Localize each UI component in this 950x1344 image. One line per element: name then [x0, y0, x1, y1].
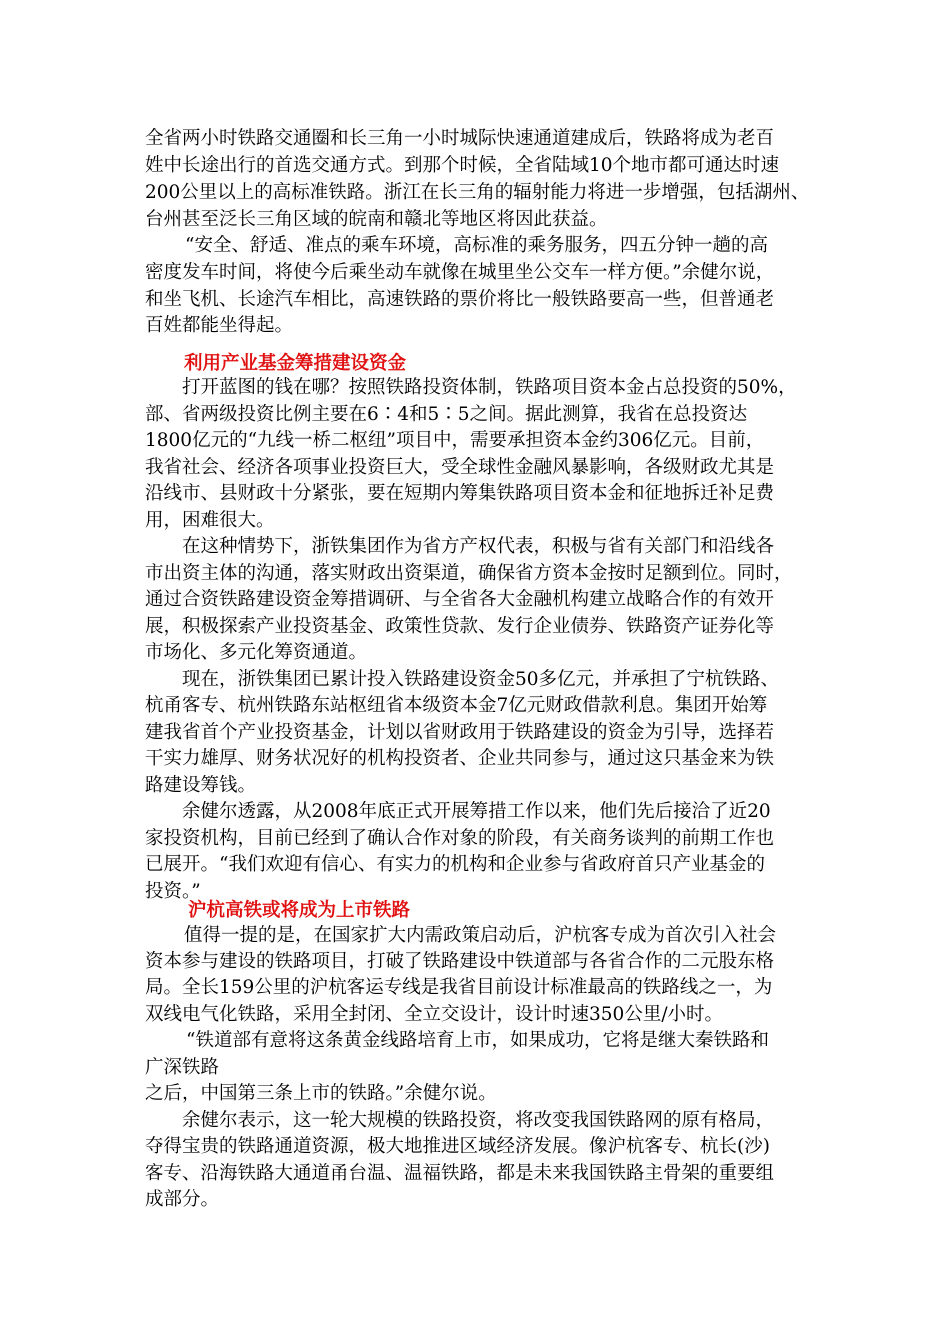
paragraph-line: 客专、沿海铁路大通道甬台温、温福铁路，都是未来我国铁路主骨架的重要组	[145, 1163, 775, 1184]
intro-line: 200公里以上的高标准铁路。浙江在长三角的辐射能力将进一步增强，包括湖州、	[145, 182, 810, 203]
section-heading: 利用产业基金筹措建设资金	[184, 353, 407, 374]
paragraph-line: “铁道部有意将这条黄金线路培育上市，如果成功，它将是继大秦铁路和	[186, 1030, 769, 1051]
paragraph-line: 资本参与建设的铁路项目，打破了铁路建设中铁道部与各省合作的二元股东格	[145, 951, 775, 972]
paragraph-line: 市出资主体的沟通，落实财政出资渠道，确保省方资本金按时足额到位。同时，	[145, 563, 793, 584]
intro-line: 台州甚至泛长三角区域的皖南和赣北等地区将因此获益。	[145, 209, 608, 230]
paragraph-line: 用，困难很大。	[145, 510, 275, 531]
paragraph-line: 杭甬客专、杭州铁路东站枢纽省本级资本金7亿元财政借款利息。集团开始筹	[145, 695, 768, 716]
intro-line: “安全、舒适、准点的乘车环境，高标准的乘务服务，四五分钟一趟的高	[185, 235, 768, 256]
paragraph-line: 展，积极探索产业投资基金、政策性贷款、发行企业债券、铁路资产证券化等	[145, 616, 775, 637]
paragraph-line: 1800亿元的“九线一桥二枢纽”项目中，需要承担资本金约306亿元。目前，	[145, 430, 765, 451]
intro-line: 百姓都能坐得起。	[145, 315, 294, 336]
paragraph-line: 干实力雄厚、财务状况好的机构投资者、企业共同参与，通过这只基金来为铁	[145, 748, 775, 769]
paragraph-line: 现在，浙铁集团已累计投入铁路建设资金50多亿元，并承担了宁杭铁路、	[182, 669, 780, 690]
paragraph-line: 建我省首个产业投资基金，计划以省财政用于铁路建设的资金为引导，选择若	[145, 722, 775, 743]
paragraph-line: 余健尔透露，从2008年底正式开展筹措工作以来，他们先后接洽了近20	[182, 801, 771, 822]
section-heading: 沪杭高铁或将成为上市铁路	[188, 900, 411, 921]
paragraph-line: 部、省两级投资比例主要在6∶4和5∶5之间。据此测算，我省在总投资达	[145, 404, 748, 425]
paragraph-line: 之后，中国第三条上市的铁路。”余健尔说。	[145, 1083, 497, 1104]
paragraph-line: 市场化、多元化筹资通道。	[145, 642, 368, 663]
intro-line: 密度发车时间，将使今后乘坐动车就像在城里坐公交车一样方便。”余健尔说，	[145, 262, 775, 283]
paragraph-line: 打开蓝图的钱在哪？按照铁路投资体制，铁路项目资本金占总投资的50%，	[182, 377, 797, 398]
paragraph-line: 值得一提的是，在国家扩大内需政策启动后，沪杭客专成为首次引入社会	[184, 925, 777, 946]
paragraph-line: 双线电气化铁路，采用全封闭、全立交设计，设计时速350公里/小时。	[145, 1004, 724, 1025]
paragraph-line: 成部分。	[145, 1189, 220, 1210]
paragraph-line: 我省社会、经济各项事业投资巨大，受全球性金融风暴影响，各级财政尤其是	[145, 457, 775, 478]
paragraph-line: 余健尔表示，这一轮大规模的铁路投资，将改变我国铁路网的原有格局，	[182, 1110, 775, 1131]
paragraph-line: 家投资机构，目前已经到了确认合作对象的阶段，有关商务谈判的前期工作也	[145, 828, 775, 849]
paragraph-line: 夺得宝贵的铁路通道资源，极大地推进区域经济发展。像沪杭客专、杭长(沙)	[145, 1136, 770, 1157]
paragraph-line: 在这种情势下，浙铁集团作为省方产权代表，积极与省有关部门和沿线各	[182, 536, 775, 557]
paragraph-line: 沿线市、县财政十分紧张，要在短期内筹集铁路项目资本金和征地拆迁补足费	[145, 483, 775, 504]
intro-line: 和坐飞机、长途汽车相比，高速铁路的票价将比一般铁路要高一些，但普通老	[145, 289, 775, 310]
intro-line: 全省两小时铁路交通圈和长三角一小时城际快速通道建成后，铁路将成为老百	[145, 128, 775, 149]
paragraph-line: 投资。”	[145, 881, 201, 902]
paragraph-line: 已展开。“我们欢迎有信心、有实力的机构和企业参与省政府首只产业基金的	[145, 854, 765, 875]
paragraph-line: 通过合资铁路建设资金筹措调研、与全省各大金融机构建立战略合作的有效开	[145, 589, 775, 610]
paragraph-line: 广深铁路	[145, 1057, 220, 1078]
paragraph-line: 路建设筹钱。	[145, 775, 257, 796]
intro-line: 姓中长途出行的首选交通方式。到那个时候，全省陆域10个地市都可通达时速	[145, 155, 780, 176]
paragraph-line: 局。全长159公里的沪杭客运专线是我省目前设计标准最高的铁路线之一，为	[145, 977, 773, 998]
